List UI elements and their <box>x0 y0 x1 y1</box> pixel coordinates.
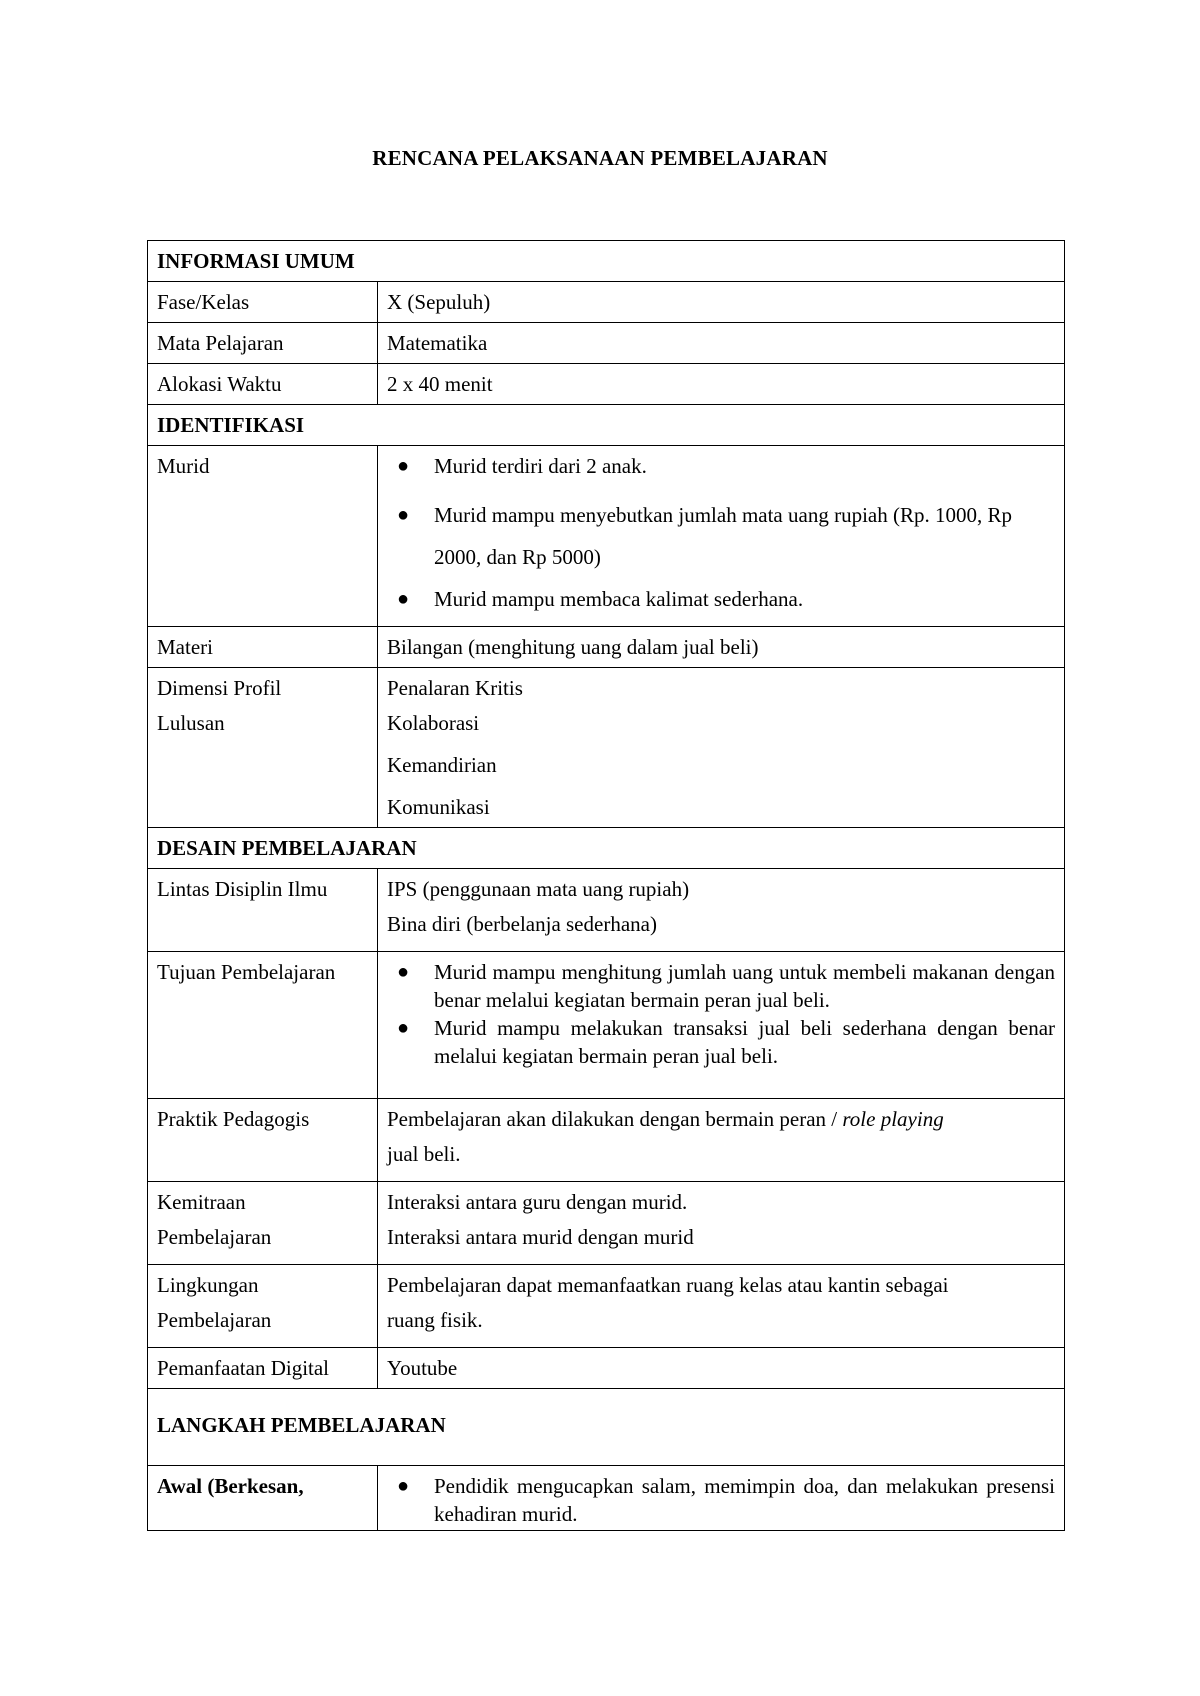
bullet-icon: ● <box>397 961 410 983</box>
row-label: Materi <box>148 627 378 668</box>
row-value <box>378 952 1065 1099</box>
section-heading: LANGKAH PEMBELAJARAN <box>148 1389 1065 1466</box>
row-label: Fase/Kelas <box>148 282 378 323</box>
dimensi-item: Kemandirian <box>387 753 497 777</box>
row-value <box>378 869 1065 952</box>
row-value <box>378 1466 1065 1531</box>
table-row-digital <box>148 1348 1065 1389</box>
lingkungan-line: Pembelajaran dapat memanfaatkan ruang kelas atau kantin sebagai <box>387 1273 949 1297</box>
section-row-langkah <box>148 1389 1065 1466</box>
list-item: ● Murid mampu menyebutkan jumlah mata uang rupiah (Rp. 1000, Rp 2000, dan Rp 5000) <box>387 494 1055 578</box>
dimensi-item: Penalaran Kritis <box>387 676 523 700</box>
row-label: Lintas Disiplin Ilmu <box>148 869 378 952</box>
list-item: ● Pendidik mengucapkan salam, memimpin doa, dan melakukan presensi kehadiran murid. <box>397 1474 1056 1526</box>
praktik-line: jual beli. <box>387 1142 461 1166</box>
awal-list <box>387 1472 1055 1528</box>
row-value <box>378 1099 1065 1182</box>
lintas-item: Bina diri (berbelanja sederhana) <box>387 912 657 936</box>
bullet-icon: ● <box>397 1475 410 1497</box>
list-item: ● Murid mampu membaca kalimat sederhana. <box>387 578 1055 620</box>
row-label <box>148 1265 378 1348</box>
bullet-icon: ● <box>397 455 410 477</box>
kemitraan-item: Interaksi antara guru dengan murid. <box>387 1190 688 1214</box>
table-row-lintas-disiplin <box>148 869 1065 952</box>
bullet-icon: ● <box>397 588 410 610</box>
section-heading: INFORMASI UMUM <box>148 241 1065 282</box>
section-row-identifikasi <box>148 405 1065 446</box>
row-label <box>148 668 378 828</box>
table-row-fase-kelas <box>148 282 1065 323</box>
section-row-informasi-umum <box>148 241 1065 282</box>
table-row-tujuan <box>148 952 1065 1099</box>
section-row-desain <box>148 828 1065 869</box>
tujuan-list <box>387 958 1055 1070</box>
row-label: Murid <box>148 446 378 627</box>
row-label: Praktik Pedagogis <box>148 1099 378 1182</box>
section-heading: DESAIN PEMBELAJARAN <box>148 828 1065 869</box>
row-label: Pemanfaatan Digital <box>148 1348 378 1389</box>
murid-list <box>387 452 1055 620</box>
table-row-materi <box>148 627 1065 668</box>
row-label: Mata Pelajaran <box>148 323 378 364</box>
label-line: Pembelajaran <box>157 1308 272 1332</box>
kemitraan-item: Interaksi antara murid dengan murid <box>387 1225 694 1249</box>
row-value <box>378 1182 1065 1265</box>
bullet-icon: ● <box>397 1017 410 1039</box>
table-row-awal <box>148 1466 1065 1531</box>
praktik-line: Pembelajaran akan dilakukan dengan bermain peran / role playing <box>387 1107 944 1131</box>
list-item: ● Murid mampu menghitung jumlah uang untuk membeli makanan dengan benar melalui kegiatan bermain peran jual beli. <box>397 960 1056 1012</box>
table-row-mata-pelajaran <box>148 323 1065 364</box>
label-line: Kemitraan <box>157 1190 246 1214</box>
row-label: Alokasi Waktu <box>148 364 378 405</box>
table-row-kemitraan <box>148 1182 1065 1265</box>
label-line: Lingkungan <box>157 1273 259 1297</box>
label-line: Lulusan <box>157 711 225 735</box>
row-value <box>378 446 1065 627</box>
dimensi-item: Komunikasi <box>387 795 490 819</box>
table-row-dimensi-profil <box>148 668 1065 828</box>
list-item: ● Murid mampu melakukan transaksi jual beli sederhana dengan benar melalui kegiatan bermain peran jual beli. <box>397 1016 1056 1068</box>
rpp-table <box>147 240 1065 1531</box>
table-row-praktik <box>148 1099 1065 1182</box>
row-value <box>378 668 1065 828</box>
list-item: ● Murid terdiri dari 2 anak. <box>397 454 647 478</box>
lintas-item: IPS (penggunaan mata uang rupiah) <box>387 877 690 901</box>
document-title: RENCANA PELAKSANAAN PEMBELAJARAN <box>372 146 828 170</box>
table-row-lingkungan <box>148 1265 1065 1348</box>
dimensi-item: Kolaborasi <box>387 711 480 735</box>
label-line: Dimensi Profil <box>157 676 282 700</box>
row-label <box>148 1182 378 1265</box>
row-value: X (Sepuluh) <box>378 282 1065 323</box>
table-row-alokasi-waktu <box>148 364 1065 405</box>
section-heading: IDENTIFIKASI <box>148 405 1065 446</box>
row-value: Youtube <box>378 1348 1065 1389</box>
row-value: Bilangan (menghitung uang dalam jual beli) <box>378 627 1065 668</box>
bullet-icon: ● <box>397 504 410 526</box>
row-value: Matematika <box>378 323 1065 364</box>
row-value <box>378 1265 1065 1348</box>
row-label: Awal (Berkesan, <box>148 1466 378 1531</box>
lingkungan-line: ruang fisik. <box>387 1308 483 1332</box>
row-label: Tujuan Pembelajaran <box>148 952 378 1099</box>
table-row-murid <box>148 446 1065 627</box>
label-line: Pembelajaran <box>157 1225 272 1249</box>
row-value: 2 x 40 menit <box>378 364 1065 405</box>
